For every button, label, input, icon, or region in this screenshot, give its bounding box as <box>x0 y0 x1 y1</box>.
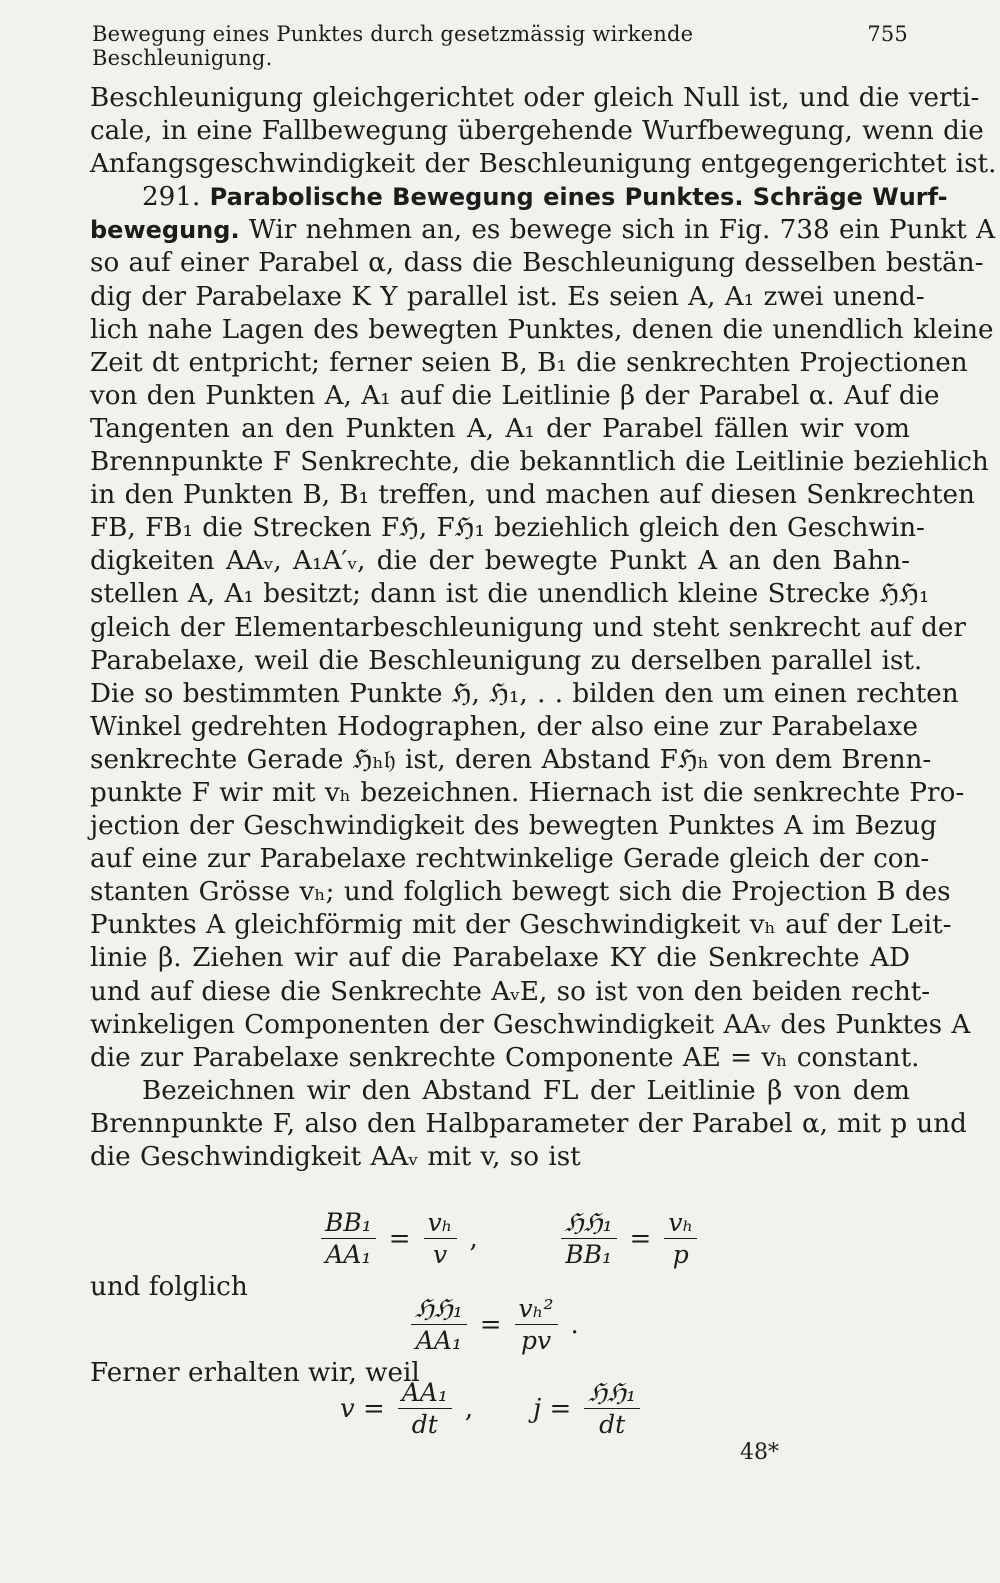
text-line: jection der Geschwindigkeit des bewegten Punktes A im Bezug <box>90 811 937 842</box>
acceleration-lhs: j = <box>533 1393 572 1424</box>
text-line: Parabelaxe, weil die Beschleunigung zu derselben parallel ist. <box>90 645 923 676</box>
running-header <box>92 22 908 70</box>
paragraph-halbparameter <box>90 1075 967 1174</box>
equals-sign: = <box>629 1223 652 1254</box>
text-line: Tangenten an den Punkten A, A₁ der Parabel fällen wir vom <box>90 413 910 444</box>
section-heading-end: bewegung. <box>90 216 240 245</box>
text-line: Punktes A gleichförmig mit der Geschwindigkeit vₕ auf der Leit- <box>90 910 952 941</box>
fraction <box>581 1378 643 1439</box>
numerator: ℌℌ₁ <box>584 1378 640 1409</box>
text-line: Die so bestimmten Punkte ℌ, ℌ₁, . . bilden den um einen rechten <box>90 678 959 709</box>
text-line: senkrechte Gerade ℌₕ𝔥 ist, deren Abstand Fℌₕ von dem Brenn- <box>90 744 932 775</box>
text-line: digkeiten AAᵥ, A₁A′ᵥ, die der bewegte Punkt A an den Bahn- <box>90 546 910 577</box>
text-line: Bezeichnen wir den Abstand FL der Leitlinie β von dem <box>142 1075 910 1106</box>
text-line: Anfangsgeschwindigkeit der Beschleunigung entgegengerichtet ist. <box>90 149 997 180</box>
text-line: und auf diese die Senkrechte AᵥE, so ist von den beiden recht- <box>90 976 931 1007</box>
text-line: gleich der Elementarbeschleunigung und steht senkrecht auf der <box>90 612 966 643</box>
text-line: stellen A, A₁ besitzt; dann ist die unendlich kleine Strecke ℌℌ₁ <box>90 579 930 610</box>
text-line: dig der Parabelaxe K Y parallel ist. Es seien A, A₁ zwei unend- <box>90 281 925 312</box>
section-291 <box>90 181 996 1075</box>
section-number: 291. <box>142 182 201 213</box>
equation-acceleration-ratio <box>408 1294 579 1355</box>
main-text <box>90 82 997 1174</box>
denominator: AA₁ <box>415 1326 462 1355</box>
numerator: vₕ <box>664 1208 697 1239</box>
denominator: dt <box>411 1410 438 1439</box>
text-line: die zur Parabelaxe senkrechte Componente AE = vₕ constant. <box>90 1042 920 1073</box>
text-line: in den Punkten B, B₁ treffen, und machen auf diesen Senkrechten <box>90 480 975 511</box>
fraction <box>318 1208 379 1269</box>
text-line: FB, FB₁ die Strecken Fℌ, Fℌ₁ beziehlich gleich den Geschwin- <box>90 513 925 544</box>
text-line: Brennpunkte F Senkrechte, die bekanntlich die Leitlinie beziehlich <box>90 447 989 478</box>
fraction <box>408 1294 470 1355</box>
text-line: von den Punkten A, A₁ auf die Leitlinie β der Parabel α. Auf die <box>90 380 940 411</box>
text-line: lich nahe Lagen des bewegten Punktes, denen die unendlich kleine <box>90 314 994 345</box>
signature-mark: 48* <box>740 1440 779 1465</box>
text-fragment: Wir nehmen an, es bewege sich in Fig. 738 ein Punkt A <box>239 215 996 246</box>
text-line: so auf einer Parabel α, dass die Beschleunigung desselben bestän- <box>90 248 984 279</box>
denominator: BB₁ <box>565 1240 613 1269</box>
text-line <box>90 214 996 247</box>
text-line: punkte F wir mit vₕ bezeichnen. Hiernach ist die senkrechte Pro- <box>90 777 965 808</box>
connector-ferner: Ferner erhalten wir, weil <box>90 1358 420 1388</box>
equation-ratio-speeds <box>318 1208 700 1269</box>
text-line: die Geschwindigkeit AAᵥ mit v, so ist <box>90 1142 581 1172</box>
section-heading: Parabolische Bewegung eines Punktes. Schräge Wurf- <box>209 183 948 212</box>
text-line: cale, in eine Fallbewegung übergehende Wurfbewegung, wenn die <box>90 116 984 147</box>
denominator: p <box>672 1240 689 1269</box>
text-line: Zeit dt entpricht; ferner seien B, B₁ die senkrechten Projectionen <box>90 347 968 378</box>
text-line: linie β. Ziehen wir auf die Parabelaxe KY die Senkrechte AD <box>90 943 910 974</box>
period: . <box>570 1309 579 1340</box>
numerator: ℌℌ₁ <box>411 1294 467 1325</box>
separator: , <box>464 1393 474 1424</box>
paragraph-continuation <box>90 82 997 181</box>
text-line: Brennpunkte F, also den Halbparameter der Parabel α, mit p und <box>90 1108 967 1139</box>
text-line: auf eine zur Parabelaxe rechtwinkelige Gerade gleich der con- <box>90 844 930 875</box>
fraction <box>512 1294 561 1355</box>
running-title: Bewegung eines Punktes durch gesetzmässig wirkende Beschleunigung. <box>92 22 694 70</box>
text-line: stanten Grösse vₕ; und folglich bewegt sich die Projection B des <box>90 877 951 908</box>
fraction <box>421 1208 460 1269</box>
fraction <box>558 1208 620 1269</box>
separator: , <box>469 1223 478 1254</box>
velocity-lhs: v = <box>340 1393 385 1424</box>
equals-sign: = <box>388 1223 411 1254</box>
fraction <box>661 1208 700 1269</box>
text-line: winkeligen Componenten der Geschwindigkeit AAᵥ des Punktes A <box>90 1009 971 1040</box>
equation-definitions <box>340 1378 643 1439</box>
text-line: Winkel gedrehten Hodographen, der also eine zur Parabelaxe <box>90 711 918 742</box>
section-heading-line <box>90 181 948 214</box>
numerator: BB₁ <box>321 1208 376 1239</box>
denominator: v <box>432 1240 448 1269</box>
denominator: AA₁ <box>325 1240 372 1269</box>
text-line: Beschleunigung gleichgerichtet oder gleich Null ist, und die verti- <box>90 83 980 113</box>
numerator: vₕ² <box>515 1294 558 1325</box>
page-number: 755 <box>867 22 908 46</box>
numerator: vₕ <box>424 1208 457 1239</box>
equals-sign: = <box>479 1309 502 1340</box>
numerator: ℌℌ₁ <box>561 1208 617 1239</box>
fraction <box>395 1378 455 1439</box>
denominator: pv <box>520 1326 552 1355</box>
denominator: dt <box>599 1410 626 1439</box>
connector-und-folglich: und folglich <box>90 1272 248 1302</box>
numerator: AA₁ <box>398 1378 452 1409</box>
